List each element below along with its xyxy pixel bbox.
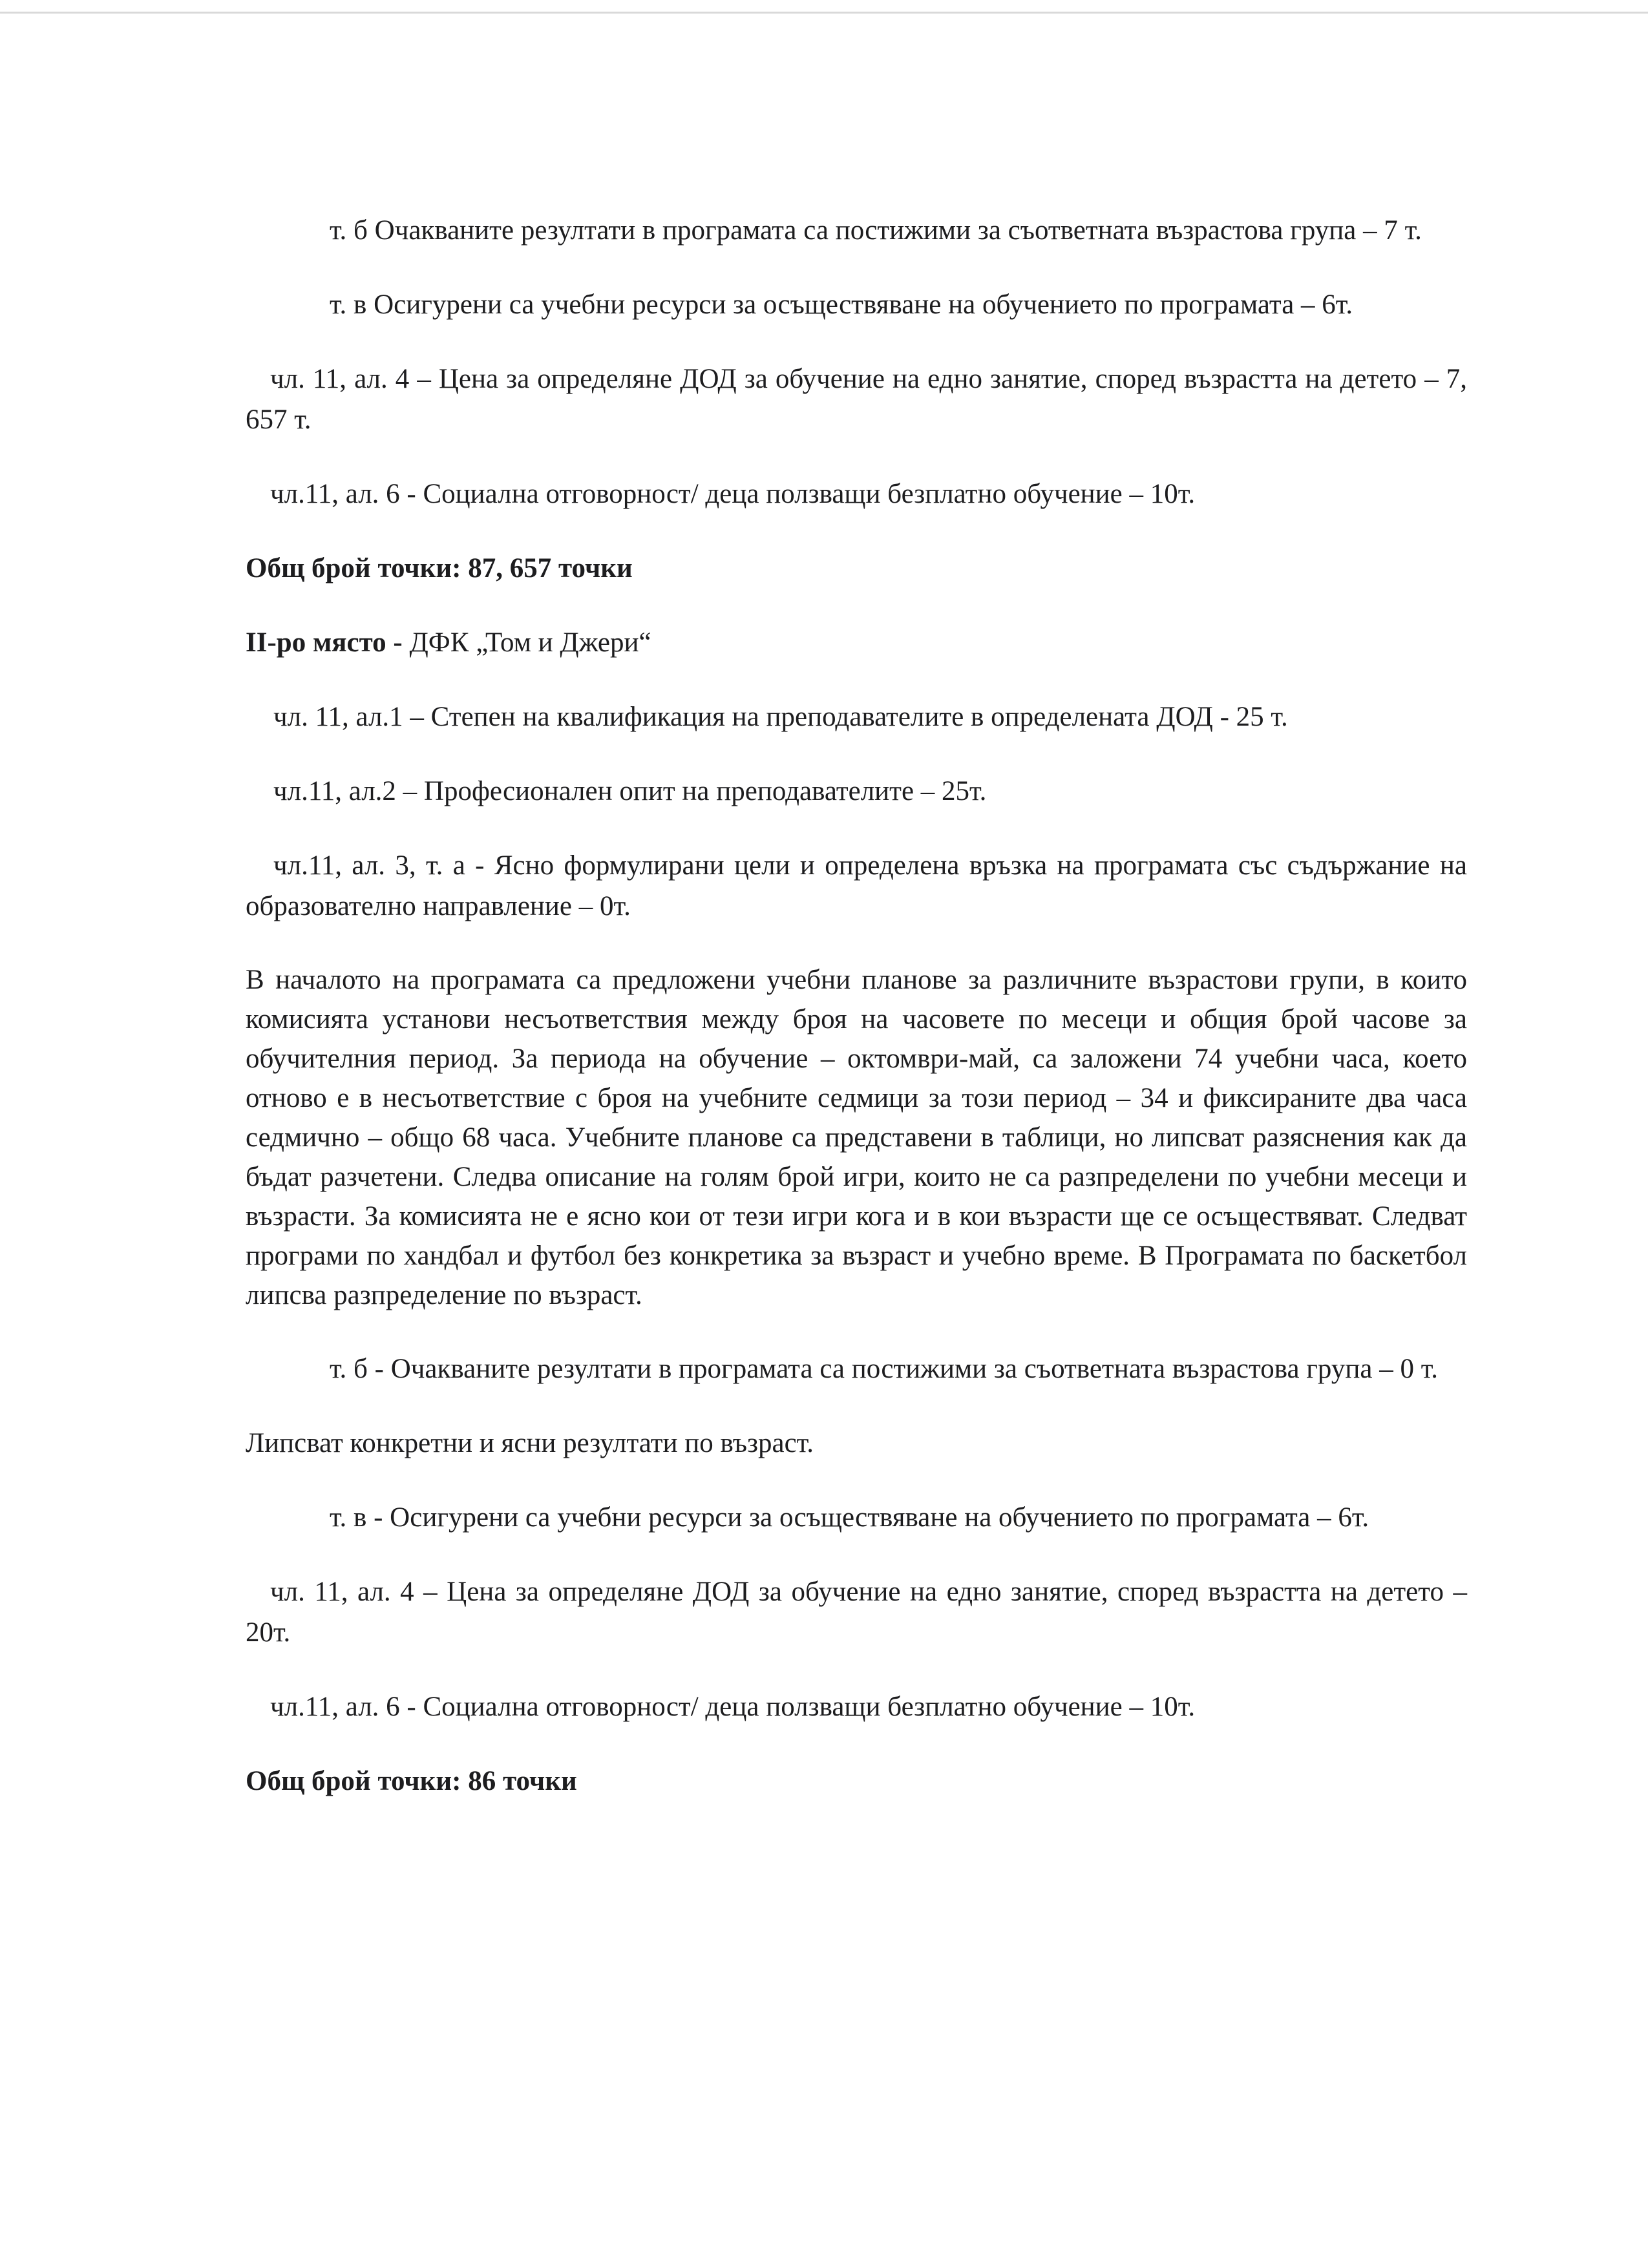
criterion-learning-resources: т. в Осигурени са учебни ресурси за осъществяване на обучението по програмата – 6т. xyxy=(330,289,1353,320)
results-remark: Липсват конкретни и ясни резултати по възраст. xyxy=(246,1428,814,1458)
total-points-first: Общ брой точки: 87, 657 точки xyxy=(246,553,633,583)
place-name: ДФК „Том и Джери“ xyxy=(402,627,651,658)
criterion-price: чл. 11, ал. 4 – Цена за определяне ДОД за обучение на едно занятие, според възрастта на детето – 7, 657 т. xyxy=(246,364,1467,435)
document-page xyxy=(246,210,1467,1835)
scan-top-edge xyxy=(0,12,1648,14)
criterion-expected-results-2: т. б - Очакваните резултати в програмата са постижими за съответната възрастова група – 0 т. xyxy=(330,1354,1439,1384)
criterion-learning-resources-2: т. в - Осигурени са учебни ресурси за осъществяване на обучението по програмата – 6т. xyxy=(330,1502,1369,1533)
criterion-social-responsibility: чл.11, ал. 6 - Социална отговорност/ деца ползващи безплатно обучение – 10т. xyxy=(270,479,1196,509)
criterion-expected-results: т. б Очакваните резултати в програмата са постижими за съответната възрастова група – 7 т. xyxy=(330,215,1422,246)
criterion-price-2: чл. 11, ал. 4 – Цена за определяне ДОД за обучение на едно занятие, според възрастта на детето – 20т. xyxy=(246,1577,1467,1648)
criterion-social-responsibility-2: чл.11, ал. 6 - Социална отговорност/ деца ползващи безплатно обучение – 10т. xyxy=(270,1692,1196,1722)
criterion-qualification: чл. 11, ал.1 – Степен на квалификация на преподавателите в определената ДОД - 25 т. xyxy=(273,702,1288,732)
total-points-second: Общ брой точки: 86 точки xyxy=(246,1766,577,1796)
commission-remarks: В началото на програмата са предложени учебни планове за различните възрастови групи, в които комисията установи несъответствия между броя на часовете по месеци и общия брой часове за обучителния период. За периода на обучение – октомври-май, са заложени 74 учебни часа, което отново е в несъответствие с броя на учебните седмици за този период – 34 и фиксираните два часа седмично – общо 68 часа. Учебните планове са представени в таблици, но липсват разяснения как да бъдат разчетени. Следва описание на голям брой игри, които не са разпределени по учебни месеци и възрасти. За комисията не е ясно кои от тези игри кога и в кои възрасти ще се осъществяват. Следват програми по хандбал и футбол без конкретика за възраст и учебно време. В Програмата по баскетбол липсва разпределение по възраст. xyxy=(246,965,1467,1310)
criterion-experience: чл.11, ал.2 – Професионален опит на преподавателите – 25т. xyxy=(273,776,987,806)
criterion-goals: чл.11, ал. 3, т. а - Ясно формулирани цели и определена връзка на програмата със съдържание на образователно направление – 0т. xyxy=(246,850,1467,921)
second-place-heading xyxy=(246,622,1467,663)
place-label: II-ро място - xyxy=(246,627,403,658)
